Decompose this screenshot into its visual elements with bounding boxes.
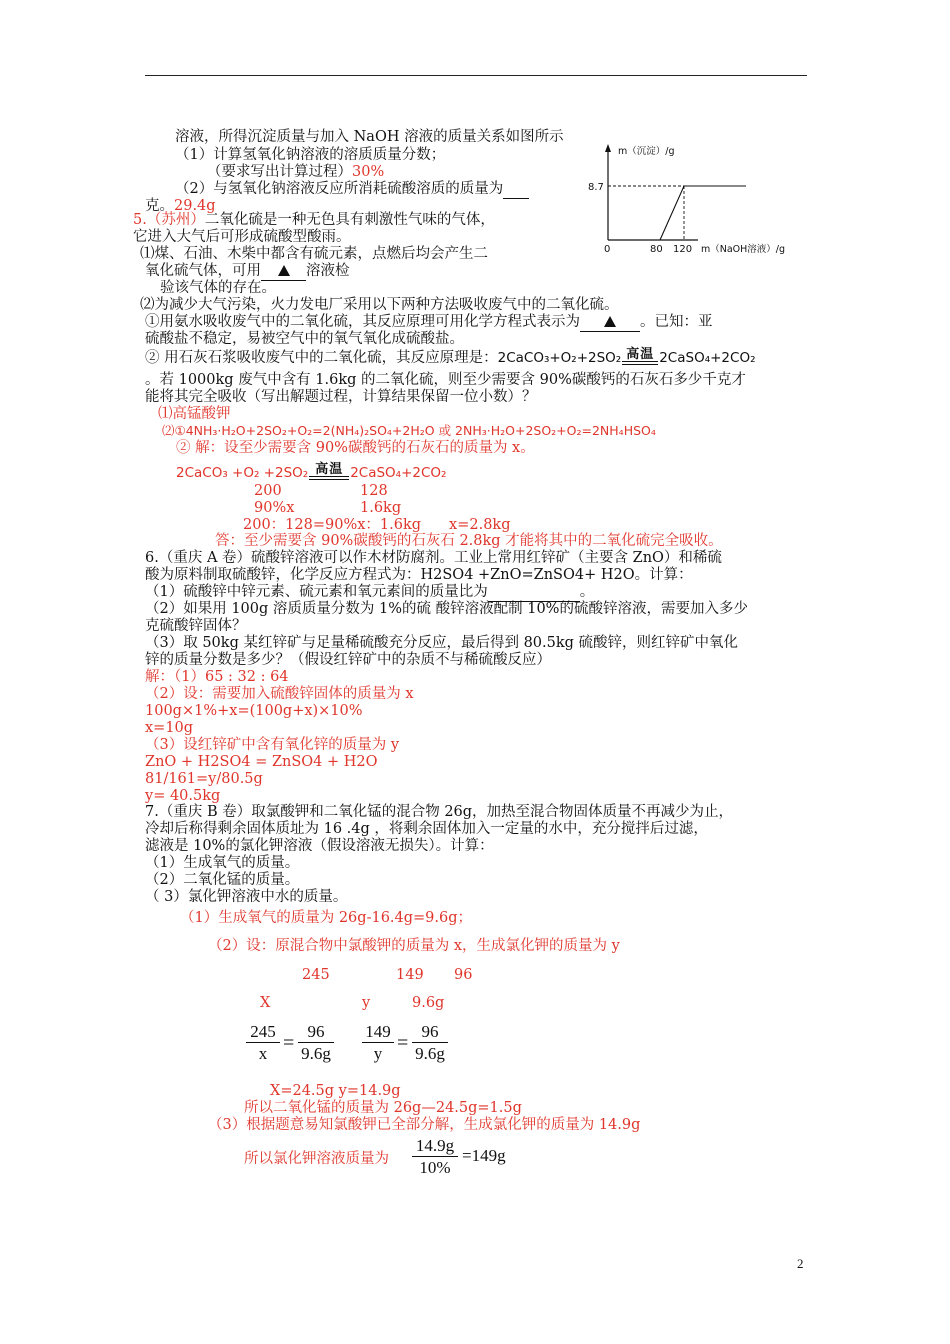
q7-line-1: 7.（重庆 B 卷）取氯酸钾和二氧化锰的混合物 26g，加热至混合物固体质量不再减少为止， (145, 804, 734, 820)
q5-line-7-text: ①用氨水吸收废气中的二氧化硫，其反应原理可用化学方程式表示为 (145, 314, 580, 330)
equals-sign: = (397, 1032, 409, 1054)
q6-line-4: （2）如果用 100g 溶质质量分数为 1%的硫 酸锌溶液配制 10%的硫酸锌溶液，需要加入多少 (145, 601, 748, 617)
q5-line-1 (133, 211, 495, 229)
q5-solution-equation (176, 464, 446, 484)
q7-var-y: y (362, 995, 371, 1011)
q7-answer-3: X=24.5g y=14.9g (270, 1083, 401, 1099)
q7-mass-96: 96 (454, 967, 473, 983)
fraction-denominator: y (362, 1042, 394, 1065)
q5-line-11: 能将其完全吸收（写出解题过程，计算结果保留一位小数）？ (145, 389, 537, 405)
triangle-icon (278, 265, 290, 276)
q5-answer-1: ⑴高锰酸钾 (158, 406, 231, 422)
q5-90x: 90%x (254, 500, 295, 516)
fraction-numerator: 245 (250, 1022, 276, 1041)
q7-line-5: （2）二氧化锰的质量。 (145, 872, 300, 888)
q4-line-4-text: （2）与氢氧化钠溶液反应所消耗硫酸溶质的质量为 (175, 181, 504, 197)
q4-line-1: 溶液，所得沉淀质量与加入 NaOH 溶液的质量关系如图所示 (175, 129, 564, 145)
graph-x-label: m（NaOH溶液）/g (701, 244, 786, 255)
condition-label: 高温 (315, 462, 344, 477)
q7-line-2: 冷却后称得剩余固体质址为 16 .4g ，将剩余固体加入一定量的水中，充分搅拌后过滤， (145, 821, 708, 837)
equals-sign: = (283, 1032, 295, 1054)
q5-answer-2: ⑵①4NH₃·H₂O+2SO₂+O₂=2(NH₄)₂SO₄+2H₂O 或 2NH₃·H₂O+2SO₂+O₂=2NH₄HSO₄ (162, 423, 656, 438)
equation-right: 2CaSO₄+2CO₂ (659, 350, 756, 366)
q4-line-4 (175, 180, 529, 199)
q5-line-5: 验该气体的存在。 (160, 280, 276, 296)
graph-origin: 0 (604, 244, 611, 255)
q6-line-7: 锌的质量分数是多少？（假设红锌矿中的杂质不与稀硫酸反应） (145, 652, 551, 668)
page-number: 2 (797, 1256, 804, 1271)
q6-answer-1: 解：（1）65 : 32 : 64 (145, 669, 289, 685)
solution-equation-right: 2CaSO₄+2CO₂ (350, 465, 447, 481)
fraction-149-y (362, 1022, 394, 1065)
answer-blank (580, 313, 640, 332)
fraction-96-96g (298, 1022, 334, 1065)
q7-result: =149g (462, 1146, 506, 1165)
q6-line-3-end: 。 (579, 584, 595, 600)
precipitate-graph (580, 140, 790, 260)
q6-line-6: （3）取 50kg 某红锌矿与足量稀硫酸充分反应，最后得到 80.5kg 硫酸锌，则红锌矿中氧化 (145, 635, 739, 651)
condition-marker (621, 349, 659, 365)
equation-left: 2CaCO₃+O₂+2SO₂ (497, 350, 622, 366)
q7-line-6: （ 3）氯化钾溶液中水的质量。 (145, 889, 348, 905)
q4-answer-1: 30% (352, 164, 385, 180)
q5-answer-3: ② 解：设至少需要含 90%碳酸钙的石灰石的质量为 x。 (176, 440, 535, 456)
condition-marker (308, 464, 350, 480)
q7-answer-6: 所以氯化钾溶液质量为 (244, 1151, 389, 1167)
q7-line-3: 滤液是 10%的氯化钾溶液（假设溶液无损失）。计算： (145, 838, 494, 854)
q6-line-5: 克硫酸锌固体？ (145, 618, 247, 634)
q7-line-4: （1）生成氧气的质量。 (145, 855, 300, 871)
q7-var-x: X (260, 995, 271, 1011)
q5-source: （苏州） (146, 212, 205, 228)
q4-answer-2: 29.4g (174, 198, 216, 214)
graph-curve (660, 186, 746, 240)
q4-line-5-text: 克。 (145, 198, 174, 214)
triangle-icon (604, 316, 616, 327)
q5-mass-200: 200 (254, 483, 282, 499)
q7-mass-245: 245 (302, 967, 330, 983)
fraction-numerator: 149 (365, 1022, 391, 1041)
q6-answer-4: x=10g (145, 720, 194, 736)
fraction-245-x (246, 1022, 280, 1065)
q7-mass-96g: 9.6g (412, 995, 445, 1011)
fraction-denominator: x (246, 1042, 280, 1065)
q6-line-2: 酸为原料制取硫酸锌，化学反应方程式为：H2SO4 +ZnO=ZnSO4+ H2O。计算： (145, 567, 693, 583)
fraction-numerator: 96 (421, 1022, 439, 1041)
graph-y-tick: 8.7 (588, 182, 604, 193)
q6-answer-2: （2）设：需要加入硫酸锌固体的质量为 x (145, 686, 414, 702)
fraction-numerator: 14.9g (415, 1136, 455, 1155)
header-rule (145, 75, 807, 76)
q5-line-10: 。若 1000kg 废气中含有 1.6kg 的二氧化硫，则至少需要含 90%碳酸钙的石灰石多少千克才 (145, 372, 746, 388)
q6-answer-5: （3）设红锌矿中含有氧化锌的质量为 y (145, 737, 400, 753)
q5-line-8: 硫酸盐不稳定，易被空气中的氧气氧化成硫酸盐。 (145, 331, 464, 347)
q5-line-9 (145, 349, 755, 369)
q5-line-3: ⑴煤、石油、木柴中都含有硫元素，点燃后均会产生二 (140, 246, 488, 262)
fraction-numerator: 96 (307, 1022, 325, 1041)
fraction-denominator: 9.6g (298, 1042, 334, 1065)
q5-mass-128: 128 (360, 483, 388, 499)
q7-mass-149: 149 (396, 967, 424, 983)
q7-answer-5: （3）根据题意易知氯酸钾已全部分解，生成氯化钾的质量为 14.9g (208, 1117, 641, 1133)
q6-answer-6: ZnO + H2SO4 = ZnSO4 + H2O (145, 754, 378, 770)
q4-line-2: （1）计算氢氧化钠溶液的溶质质量分数； (175, 147, 446, 163)
q5-line-4-text: 氧化硫气体，可用 (145, 263, 261, 279)
answer-blank (503, 180, 529, 199)
q7-answer-2: （2）设：原混合物中氯酸钾的质量为 x，生成氯化钾的质量为 y (208, 938, 620, 954)
q5-number: 5. (133, 212, 147, 228)
q5-conclusion: 答：至少需要含 90%碳酸钙的石灰石 2.8kg 才能将其中的二氧化硫完全吸收。 (215, 533, 723, 549)
graph-x-tick-120: 120 (673, 244, 693, 255)
q7-answer-4: 所以二氧化锰的质量为 26g—24.5g=1.5g (244, 1100, 522, 1116)
q4-line-3-text: （要求写出计算过程） (207, 164, 352, 180)
q6-answer-8: y= 40.5kg (145, 788, 221, 804)
q5-line-6: ⑵为减少大气污染，火力发电厂采用以下两种方法吸收废气中的二氧化硫。 (140, 297, 619, 313)
q6-answer-7: 81/161=y/80.5g (145, 771, 263, 787)
fraction-denominator: 9.6g (412, 1042, 448, 1065)
q4-line-3 (207, 163, 384, 181)
condition-label: 高温 (626, 347, 655, 362)
q5-line-7-end: 。已知：亚 (640, 314, 713, 330)
q5-line-9-text: ② 用石灰石浆吸收废气中的二氧化硫，其反应原理是： (145, 350, 498, 366)
y-arrow-icon (605, 144, 611, 152)
q5-line-1-text: 二氧化硫是一种无色具有刺激性气味的气体， (204, 212, 495, 228)
q6-line-1: 6.（重庆 A 卷）硫酸锌溶液可以作木材防腐剂。工业上常用红锌矿（主要含 ZnO）和稀硫 (145, 550, 722, 566)
q6-answer-3: 100g×1%+x=(100g+x)×10% (145, 703, 363, 719)
q5-16kg: 1.6kg (360, 500, 402, 516)
graph-x-tick-80: 80 (650, 244, 663, 255)
q7-answer-1: （1）生成氧气的质量为 26g-16.4g=9.6g； (180, 910, 473, 926)
q5-x-value: x=2.8kg (449, 517, 511, 533)
q6-line-3-text: （1）硫酸锌中锌元素、硫元素和氧元素间的质量比为 (145, 584, 488, 600)
fraction-149g-10pct (412, 1136, 458, 1179)
fraction-96-96g-2 (412, 1022, 448, 1065)
q5-line-2: 它进入大气后可形成硫酸型酸雨。 (133, 229, 351, 245)
q5-line-4-end: 溶液检 (306, 263, 350, 279)
solution-equation-left: 2CaCO₃ +O₂ +2SO₂ (176, 465, 309, 481)
q5-ratio-text: 200：128=90%x：1.6kg (243, 517, 422, 533)
fraction-denominator: 10% (412, 1156, 458, 1179)
graph-y-label: m（沉淀）/g (618, 146, 675, 157)
